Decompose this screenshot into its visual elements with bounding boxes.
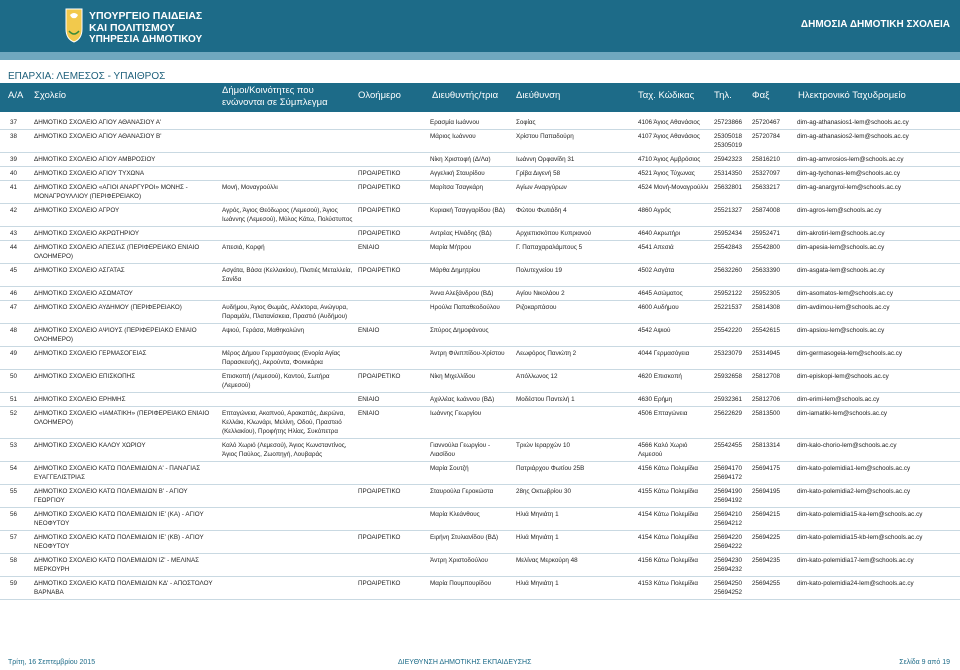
postcode-cell: 4640 Ακρωτήρι (636, 227, 712, 241)
table-row (0, 324, 960, 347)
address-cell: Πατριάρχου Φωτίου 25Β (514, 462, 636, 485)
row-number-cell: 38 (0, 130, 32, 153)
school-name-cell: ΔΗΜΟΤΙΚΟ ΣΧΟΛΕΙΟ ΚΑΤΩ ΠΟΛΕΜΙΔΙΩΝ ΙΕ' (ΚΒ) - ΑΓΙΟΥ ΝΕΟΦΥΤΟΥ (32, 531, 220, 554)
postcode-cell: 4600 Αυδήμου (636, 301, 712, 324)
phone-cell: 25932658 (712, 370, 750, 393)
school-name-cell: ΔΗΜΟΤΙΚΟ ΣΧΟΛΕΙΟ ΑΨΙΟΥΣ (ΠΕΡΙΦΕΡΕΙΑΚΟ ΕΝΙΑΙΟ ΟΛΟΗΜΕΡΟ) (32, 324, 220, 347)
principal-name-cell: Άντρη Φιλιππίδου-Χρίστου (428, 347, 514, 370)
row-number-cell: 45 (0, 264, 32, 287)
communities-cell (220, 153, 356, 167)
allday-type-cell (356, 153, 428, 167)
address-cell: Μελίνας Μερκούρη 48 (514, 554, 636, 577)
row-number-cell: 39 (0, 153, 32, 167)
phone-cell: 25542843 (712, 241, 750, 264)
school-name-cell: ΔΗΜΟΤΙΚΟ ΣΧΟΛΕΙΟ ΑΓΙΟΥ ΑΘΑΝΑΣΙΟΥ Β' (32, 130, 220, 153)
row-number-cell: 57 (0, 531, 32, 554)
fax-cell: 25874008 (750, 204, 795, 227)
schools-table-body (0, 116, 960, 600)
phone-cell: 25932361 (712, 393, 750, 407)
email-cell: dim-avdimou-lem@schools.ac.cy (795, 301, 960, 324)
row-number-cell: 49 (0, 347, 32, 370)
fax-cell: 25694175 (750, 462, 795, 485)
email-cell: dim-episkopi-lem@schools.ac.cy (795, 370, 960, 393)
postcode-cell: 4521 Άγιος Τύχωνας (636, 167, 712, 181)
school-name-cell: ΔΗΜΟΤΙΚΟ ΣΧΟΛΕΙΟ ΑΚΡΩΤΗΡΙΟΥ (32, 227, 220, 241)
postcode-cell: 4106 Άγιος Αθανάσιος (636, 116, 712, 130)
address-cell: Αρχιεπισκόπου Κυπριανού (514, 227, 636, 241)
school-name-cell: ΔΗΜΟΤΙΚΟ ΣΧΟΛΕΙΟ ΚΑΤΩ ΠΟΛΕΜΙΔΙΩΝ ΙΖ' - ΜΕΛΙΝΑΣ ΜΕΡΚΟΥΡΗ (32, 554, 220, 577)
email-cell: dim-erimi-lem@schools.ac.cy (795, 393, 960, 407)
top-banner (0, 0, 960, 52)
address-cell: Αγίου Νικολάου 2 (514, 287, 636, 301)
postcode-cell: 4156 Κάτω Πολεμίδια (636, 462, 712, 485)
postcode-cell: 4156 Κάτω Πολεμίδια (636, 554, 712, 577)
address-cell: Ριζοκαρπάσου (514, 301, 636, 324)
fax-cell: 25542800 (750, 241, 795, 264)
phone-cell: 25305018 25305019 (712, 130, 750, 153)
phone-cell: 25694220 25694222 (712, 531, 750, 554)
postcode-cell: 4860 Αγρός (636, 204, 712, 227)
col-header-phone: Τηλ. (714, 90, 732, 101)
email-cell: dim-asgata-lem@schools.ac.cy (795, 264, 960, 287)
communities-cell: Αψιού, Γεράσα, Μαθηκολώνη (220, 324, 356, 347)
phone-cell: 25221537 (712, 301, 750, 324)
allday-type-cell (356, 116, 428, 130)
allday-type-cell (356, 462, 428, 485)
address-cell: Φώτου Φωτιάδη 4 (514, 204, 636, 227)
school-name-cell: ΔΗΜΟΤΙΚΟ ΣΧΟΛΕΙΟ ΑΣΩΜΑΤΟΥ (32, 287, 220, 301)
row-number-cell: 37 (0, 116, 32, 130)
principal-name-cell: Κυριακή Τσαγγαρίδου (ΒΔ) (428, 204, 514, 227)
principal-name-cell: Αγγελική Σταυρίδου (428, 167, 514, 181)
communities-cell (220, 531, 356, 554)
fax-cell: 25694195 (750, 485, 795, 508)
row-number-cell: 47 (0, 301, 32, 324)
communities-cell (220, 577, 356, 600)
table-row (0, 347, 960, 370)
allday-type-cell (356, 554, 428, 577)
school-name-cell: ΔΗΜΟΤΙΚΟ ΣΧΟΛΕΙΟ ΚΑΤΩ ΠΟΛΕΜΙΔΙΩΝ ΚΔ' - ΑΠΟΣΤΟΛΟΥ ΒΑΡΝΑΒΑ (32, 577, 220, 600)
allday-type-cell: ΠΡΟΑΙΡΕΤΙΚΟ (356, 264, 428, 287)
table-row (0, 167, 960, 181)
allday-type-cell: ΠΡΟΑΙΡΕΤΙΚΟ (356, 167, 428, 181)
table-row (0, 393, 960, 407)
postcode-cell: 4506 Επταγώνεια (636, 407, 712, 439)
phone-cell: 25694250 25694252 (712, 577, 750, 600)
email-cell: dim-kato-polemidia1-lem@schools.ac.cy (795, 462, 960, 485)
communities-cell: Ασγάτα, Βάσα (Κελλακίου), Πλατιές Μεταλλεία, Σανίδα (220, 264, 356, 287)
table-row (0, 485, 960, 508)
email-cell: dim-kato-polemidia17-lem@schools.ac.cy (795, 554, 960, 577)
email-cell: dim-ag-tychonas-lem@schools.ac.cy (795, 167, 960, 181)
phone-cell: 25542220 (712, 324, 750, 347)
communities-cell (220, 130, 356, 153)
postcode-cell: 4044 Γερμασόγεια (636, 347, 712, 370)
email-cell: dim-ag-amvrosios-lem@schools.ac.cy (795, 153, 960, 167)
allday-type-cell: ΕΝΙΑΙΟ (356, 241, 428, 264)
fax-cell: 25694215 (750, 508, 795, 531)
address-cell: Μοδέστου Παντελή 1 (514, 393, 636, 407)
allday-type-cell (356, 508, 428, 531)
principal-name-cell: Μάρθα Δημητρίου (428, 264, 514, 287)
school-name-cell: ΔΗΜΟΤΙΚΟ ΣΧΟΛΕΙΟ «ΑΓΙΟΙ ΑΝΑΡΓΥΡΟΙ» ΜΟΝΗΣ - ΜΟΝΑΓΡΟΥΛΛΙΟΥ (ΠΕΡΙΦΕΡΕΙΑΚΟ) (32, 181, 220, 204)
communities-cell (220, 287, 356, 301)
communities-cell: Επταγώνεια, Ακαπνού, Αρακαπάς, Διερώνα, Κελλάκι, Κλωνάρι, Μελίνη, Οδού, Πραστειό (Κελλακίου), Προφήτης Ηλίας, Συκόπετρα (220, 407, 356, 439)
fax-cell: 25720784 (750, 130, 795, 153)
col-header-address: Διεύθυνση (516, 90, 561, 101)
table-row (0, 508, 960, 531)
school-name-cell: ΔΗΜΟΤΙΚΟ ΣΧΟΛΕΙΟ ΑΓΙΟΥ ΑΜΒΡΟΣΙΟΥ (32, 153, 220, 167)
row-number-cell: 44 (0, 241, 32, 264)
column-header-bar (0, 83, 960, 112)
table-row (0, 407, 960, 439)
principal-name-cell: Μάριος Ιωάννου (428, 130, 514, 153)
allday-type-cell: ΕΝΙΑΙΟ (356, 407, 428, 439)
communities-cell: Μέρος Δήμου Γερμασόγειας (Ενορία Αγίας Παρασκευής), Ακρούντα, Φοινικάρια (220, 347, 356, 370)
fax-cell: 25816210 (750, 153, 795, 167)
school-name-cell: ΔΗΜΟΤΙΚΟ ΣΧΟΛΕΙΟ «ΙΑΜΑΤΙΚΗ» (ΠΕΡΙΦΕΡΕΙΑΚΟ ΕΝΙΑΙΟ ΟΛΟΗΜΕΡΟ) (32, 407, 220, 439)
school-name-cell: ΔΗΜΟΤΙΚΟ ΣΧΟΛΕΙΟ ΚΑΤΩ ΠΟΛΕΜΙΔΙΩΝ Β' - ΑΓΙΟΥ ΓΕΩΡΓΙΟΥ (32, 485, 220, 508)
phone-cell: 25521327 (712, 204, 750, 227)
address-cell: Ιωάννη Ορφανίδη 31 (514, 153, 636, 167)
school-name-cell: ΔΗΜΟΤΙΚΟ ΣΧΟΛΕΙΟ ΚΑΛΟΥ ΧΩΡΙΟΥ (32, 439, 220, 462)
address-cell: 28ης Οκτωβρίου 30 (514, 485, 636, 508)
postcode-cell: 4542 Αψιού (636, 324, 712, 347)
school-name-cell: ΔΗΜΟΤΙΚΟ ΣΧΟΛΕΙΟ ΑΓΡΟΥ (32, 204, 220, 227)
fax-cell: 25813500 (750, 407, 795, 439)
communities-cell (220, 462, 356, 485)
email-cell: dim-kato-polemidia15-kb-lem@schools.ac.cy (795, 531, 960, 554)
allday-type-cell: ΕΝΙΑΙΟ (356, 393, 428, 407)
postcode-cell: 4630 Ερήμη (636, 393, 712, 407)
row-number-cell: 43 (0, 227, 32, 241)
email-cell: dim-kato-polemidia15-ka-lem@schools.ac.cy (795, 508, 960, 531)
principal-name-cell: Άντρη Χριστοδούλου (428, 554, 514, 577)
allday-type-cell (356, 130, 428, 153)
allday-type-cell: ΠΡΟΑΙΡΕΤΙΚΟ (356, 577, 428, 600)
school-name-cell: ΔΗΜΟΤΙΚΟ ΣΧΟΛΕΙΟ ΑΣΓΑΤΑΣ (32, 264, 220, 287)
fax-cell: 25314945 (750, 347, 795, 370)
communities-cell (220, 554, 356, 577)
postcode-cell: 4154 Κάτω Πολεμίδια (636, 531, 712, 554)
email-cell: dim-ag-athanasios1-lem@schools.ac.cy (795, 116, 960, 130)
col-header-email: Ηλεκτρονικό Ταχυδρομείο (798, 90, 906, 101)
row-number-cell: 51 (0, 393, 32, 407)
col-header-principal: Διευθυντής/τρια (432, 90, 499, 101)
email-cell: dim-ag-anargyroi-lem@schools.ac.cy (795, 181, 960, 204)
address-cell (514, 324, 636, 347)
allday-type-cell: ΕΝΙΑΙΟ (356, 324, 428, 347)
allday-type-cell: ΠΡΟΑΙΡΕΤΙΚΟ (356, 181, 428, 204)
communities-cell: Επισκοπή (Λεμεσού), Καντού, Σωτήρα (Λεμεσού) (220, 370, 356, 393)
principal-name-cell: Μαρίτσα Τσαγκάρη (428, 181, 514, 204)
col-header-postcode: Ταχ. Κώδικας (638, 90, 695, 101)
principal-name-cell: Ειρήνη Στυλιανίδου (ΒΔ) (428, 531, 514, 554)
email-cell: dim-germasogeia-lem@schools.ac.cy (795, 347, 960, 370)
email-cell: dim-iamatiki-lem@schools.ac.cy (795, 407, 960, 439)
school-name-cell: ΔΗΜΟΤΙΚΟ ΣΧΟΛΕΙΟ ΑΠΕΣΙΑΣ (ΠΕΡΙΦΕΡΕΙΑΚΟ ΕΝΙΑΙΟ ΟΛΟΗΜΕΡΟ) (32, 241, 220, 264)
col-header-allday: Ολοήμερο (358, 90, 401, 101)
principal-name-cell: Αχιλλέας Ιωάννου (ΒΔ) (428, 393, 514, 407)
allday-type-cell: ΠΡΟΑΙΡΕΤΙΚΟ (356, 370, 428, 393)
table-row (0, 462, 960, 485)
phone-cell: 25632801 (712, 181, 750, 204)
fax-cell: 25812708 (750, 370, 795, 393)
row-number-cell: 53 (0, 439, 32, 462)
col-header-num: Α/Α (8, 90, 24, 101)
footer-page-number: Σελίδα 9 από 19 (899, 659, 950, 666)
address-cell: Χρίστου Παπαδούρη (514, 130, 636, 153)
address-cell: Πολυτεχνείου 19 (514, 264, 636, 287)
communities-cell: Μονή, Μοναγρούλλι (220, 181, 356, 204)
email-cell: dim-agros-lem@schools.ac.cy (795, 204, 960, 227)
communities-cell: Απεσιά, Κορφή (220, 241, 356, 264)
email-cell: dim-kalo-chorio-lem@schools.ac.cy (795, 439, 960, 462)
postcode-cell: 4710 Άγιος Αμβρόσιος (636, 153, 712, 167)
row-number-cell: 54 (0, 462, 32, 485)
table-row (0, 370, 960, 393)
postcode-cell: 4155 Κάτω Πολεμίδια (636, 485, 712, 508)
fax-cell: 25812706 (750, 393, 795, 407)
fax-cell: 25694255 (750, 577, 795, 600)
table-row (0, 301, 960, 324)
table-row (0, 204, 960, 227)
header-strip (0, 52, 960, 60)
communities-cell (220, 167, 356, 181)
fax-cell: 25327097 (750, 167, 795, 181)
table-row (0, 287, 960, 301)
email-cell: dim-akrotiri-lem@schools.ac.cy (795, 227, 960, 241)
phone-cell: 25694170 25694172 (712, 462, 750, 485)
address-cell: Γρίβα Διγενή 58 (514, 167, 636, 181)
fax-cell: 25814308 (750, 301, 795, 324)
page-footer (0, 657, 960, 670)
communities-cell (220, 116, 356, 130)
row-number-cell: 46 (0, 287, 32, 301)
principal-name-cell: Μαρία Πουμπουρίδου (428, 577, 514, 600)
address-cell: Σοφίας (514, 116, 636, 130)
district-label: ΕΠΑΡΧΙΑ: ΛΕΜΕΣΟΣ - ΥΠΑΙΘΡΟΣ (8, 71, 166, 82)
allday-type-cell: ΠΡΟΑΙΡΕΤΙΚΟ (356, 204, 428, 227)
phone-cell: 25723866 (712, 116, 750, 130)
principal-name-cell: Ηρούλα Παπαθεοδούλου (428, 301, 514, 324)
table-row (0, 554, 960, 577)
school-name-cell: ΔΗΜΟΤΙΚΟ ΣΧΟΛΕΙΟ ΑΓΙΟΥ ΑΘΑΝΑΣΙΟΥ Α' (32, 116, 220, 130)
allday-type-cell: ΠΡΟΑΙΡΕΤΙΚΟ (356, 227, 428, 241)
fax-cell: 25720467 (750, 116, 795, 130)
communities-cell (220, 508, 356, 531)
school-name-cell: ΔΗΜΟΤΙΚΟ ΣΧΟΛΕΙΟ ΕΡΗΜΗΣ (32, 393, 220, 407)
communities-cell (220, 485, 356, 508)
school-name-cell: ΔΗΜΟΤΙΚΟ ΣΧΟΛΕΙΟ ΚΑΤΩ ΠΟΛΕΜΙΔΙΩΝ ΙΕ' (ΚΑ) - ΑΓΙΟΥ ΝΕΟΦΥΤΟΥ (32, 508, 220, 531)
phone-cell: 25694210 25694212 (712, 508, 750, 531)
phone-cell: 25323079 (712, 347, 750, 370)
communities-cell: Καλό Χωριό (Λεμεσού), Άγιος Κωνσταντίνος, Άγιος Παύλος, Ζωοπηγή, Λουβαράς (220, 439, 356, 462)
allday-type-cell: ΠΡΟΑΙΡΕΤΙΚΟ (356, 485, 428, 508)
document-title: ΔΗΜΟΣΙΑ ΔΗΜΟΤΙΚΗ ΣΧΟΛΕΙΑ (800, 19, 950, 30)
ministry-line-1: ΥΠΟΥΡΓΕΙΟ ΠΑΙΔΕΙΑΣ (89, 10, 203, 22)
phone-cell: 25942323 (712, 153, 750, 167)
table-row (0, 577, 960, 600)
row-number-cell: 56 (0, 508, 32, 531)
fax-cell: 25633217 (750, 181, 795, 204)
fax-cell: 25694225 (750, 531, 795, 554)
fax-cell: 25542615 (750, 324, 795, 347)
phone-cell: 25952122 (712, 287, 750, 301)
col-header-fax: Φαξ (752, 90, 770, 101)
row-number-cell: 40 (0, 167, 32, 181)
principal-name-cell: Νίκη Μιχελλίδου (428, 370, 514, 393)
fax-cell: 25633390 (750, 264, 795, 287)
principal-name-cell: Μαρία Σουτζή (428, 462, 514, 485)
school-name-cell: ΔΗΜΟΤΙΚΟ ΣΧΟΛΕΙΟ ΕΠΙΣΚΟΠΗΣ (32, 370, 220, 393)
table-row (0, 439, 960, 462)
principal-name-cell: Μαρία Κλεάνθους (428, 508, 514, 531)
communities-cell (220, 227, 356, 241)
postcode-cell: 4524 Μονή-Μοναγρούλλι (636, 181, 712, 204)
communities-cell: Αγρός, Άγιος Θεόδωρος (Λεμεσού), Άγιος Ιωάννης (Λεμεσού), Μύλος Κάτω, Πολύστυπος (220, 204, 356, 227)
principal-name-cell: Ιωάννης Γεωργίου (428, 407, 514, 439)
col-header-school: Σχολείο (34, 90, 67, 101)
address-cell: Λεωφόρος Πανιώτη 2 (514, 347, 636, 370)
address-cell: Γ. Παπαχαραλάμπους 5 (514, 241, 636, 264)
school-name-cell: ΔΗΜΟΤΙΚΟ ΣΧΟΛΕΙΟ ΑΓΙΟΥ ΤΥΧΩΝΑ (32, 167, 220, 181)
address-cell: Ηλιά Μηνιάτη 1 (514, 508, 636, 531)
allday-type-cell (356, 439, 428, 462)
cyprus-emblem-icon (64, 7, 84, 44)
phone-cell: 25694190 25694192 (712, 485, 750, 508)
row-number-cell: 41 (0, 181, 32, 204)
address-cell: Τριών Ιεραρχών 10 (514, 439, 636, 462)
phone-cell: 25632260 (712, 264, 750, 287)
phone-cell: 25694230 25694232 (712, 554, 750, 577)
allday-type-cell (356, 347, 428, 370)
email-cell: dim-asomatos-lem@schools.ac.cy (795, 287, 960, 301)
postcode-cell: 4107 Άγιος Αθανάσιος (636, 130, 712, 153)
postcode-cell: 4566 Καλό Χωριό Λεμεσού (636, 439, 712, 462)
footer-date: Τρίτη, 16 Σεπτεμβρίου 2015 (8, 659, 96, 666)
row-number-cell: 59 (0, 577, 32, 600)
ministry-line-2: ΚΑΙ ΠΟΛΙΤΙΣΜΟΥ (89, 22, 175, 34)
address-cell: Ηλιά Μηνιάτη 1 (514, 531, 636, 554)
school-name-cell: ΔΗΜΟΤΙΚΟ ΣΧΟΛΕΙΟ ΚΑΤΩ ΠΟΛΕΜΙΔΙΩΝ Α' - ΠΑΝΑΓΙΑΣ ΕΥΑΓΓΕΛΙΣΤΡΙΑΣ (32, 462, 220, 485)
allday-type-cell: ΠΡΟΑΙΡΕΤΙΚΟ (356, 531, 428, 554)
phone-cell: 25542455 (712, 439, 750, 462)
address-cell: Ηλιά Μηνιάτη 1 (514, 577, 636, 600)
table-row (0, 264, 960, 287)
postcode-cell: 4620 Επισκοπή (636, 370, 712, 393)
allday-type-cell (356, 287, 428, 301)
email-cell: dim-apsiou-lem@schools.ac.cy (795, 324, 960, 347)
ministry-line-3: ΥΠΗΡΕΣΙΑ ΔΗΜΟΤΙΚΟΥ (89, 34, 203, 45)
postcode-cell: 4541 Απεσιά (636, 241, 712, 264)
phone-cell: 25622629 (712, 407, 750, 439)
fax-cell: 25694235 (750, 554, 795, 577)
phone-cell: 25314350 (712, 167, 750, 181)
address-cell: Απόλλωνος 12 (514, 370, 636, 393)
table-row (0, 116, 960, 130)
row-number-cell: 48 (0, 324, 32, 347)
col-header-communities-line1: Δήμοι/Κοινότητες που (222, 85, 314, 96)
row-number-cell: 52 (0, 407, 32, 439)
school-name-cell: ΔΗΜΟΤΙΚΟ ΣΧΟΛΕΙΟ ΓΕΡΜΑΣΟΓΕΙΑΣ (32, 347, 220, 370)
postcode-cell: 4645 Ασώματος (636, 287, 712, 301)
col-header-communities-line2: ενώνονται σε Σύμπλεγμα (222, 97, 328, 108)
principal-name-cell: Άννα Αλεξάνδρου (ΒΔ) (428, 287, 514, 301)
principal-name-cell: Ερασμία Ιωάννου (428, 116, 514, 130)
table-row (0, 181, 960, 204)
footer-department: ΔΙΕΥΘΥΝΣΗ ΔΗΜΟΤΙΚΗΣ ΕΚΠΑΙΔΕΥΣΗΣ (398, 659, 532, 666)
principal-name-cell: Αντρέας Ηλιάδης (ΒΔ) (428, 227, 514, 241)
fax-cell: 25952471 (750, 227, 795, 241)
fax-cell: 25952305 (750, 287, 795, 301)
communities-cell: Αυδήμου, Άγιος Θωμάς, Αλέκτορα, Ανώγυρα, Παραμάλι, Πλατανίσκεια, Πραστιό (Αυδήμου) (220, 301, 356, 324)
postcode-cell: 4154 Κάτω Πολεμίδια (636, 508, 712, 531)
schools-table (0, 116, 960, 600)
row-number-cell: 50 (0, 370, 32, 393)
row-number-cell: 55 (0, 485, 32, 508)
email-cell: dim-kato-polemidia2-lem@schools.ac.cy (795, 485, 960, 508)
principal-name-cell: Νίκη Χριστοφή (Δ/Λα) (428, 153, 514, 167)
postcode-cell: 4502 Ασγάτα (636, 264, 712, 287)
email-cell: dim-kato-polemidia24-lem@schools.ac.cy (795, 577, 960, 600)
table-row (0, 153, 960, 167)
postcode-cell: 4153 Κάτω Πολεμίδια (636, 577, 712, 600)
email-cell: dim-apesia-lem@schools.ac.cy (795, 241, 960, 264)
principal-name-cell: Σταυρούλα Γεροκώστα (428, 485, 514, 508)
row-number-cell: 42 (0, 204, 32, 227)
principal-name-cell: Γιαννούλα Γεωργίου - Λιασίδου (428, 439, 514, 462)
address-cell: Αγίων Αναργύρων (514, 181, 636, 204)
phone-cell: 25952434 (712, 227, 750, 241)
table-row (0, 130, 960, 153)
principal-name-cell: Σπύρος Δημοφάνους (428, 324, 514, 347)
row-number-cell: 58 (0, 554, 32, 577)
allday-type-cell (356, 301, 428, 324)
ministry-name (89, 10, 202, 46)
school-name-cell: ΔΗΜΟΤΙΚΟ ΣΧΟΛΕΙΟ ΑΥΔΗΜΟΥ (ΠΕΡΙΦΕΡΕΙΑΚΟ) (32, 301, 220, 324)
table-row (0, 531, 960, 554)
principal-name-cell: Μαρία Μήτρου (428, 241, 514, 264)
table-row (0, 241, 960, 264)
fax-cell: 25813314 (750, 439, 795, 462)
table-row (0, 227, 960, 241)
address-cell (514, 407, 636, 439)
communities-cell (220, 393, 356, 407)
email-cell: dim-ag-athanasios2-lem@schools.ac.cy (795, 130, 960, 153)
